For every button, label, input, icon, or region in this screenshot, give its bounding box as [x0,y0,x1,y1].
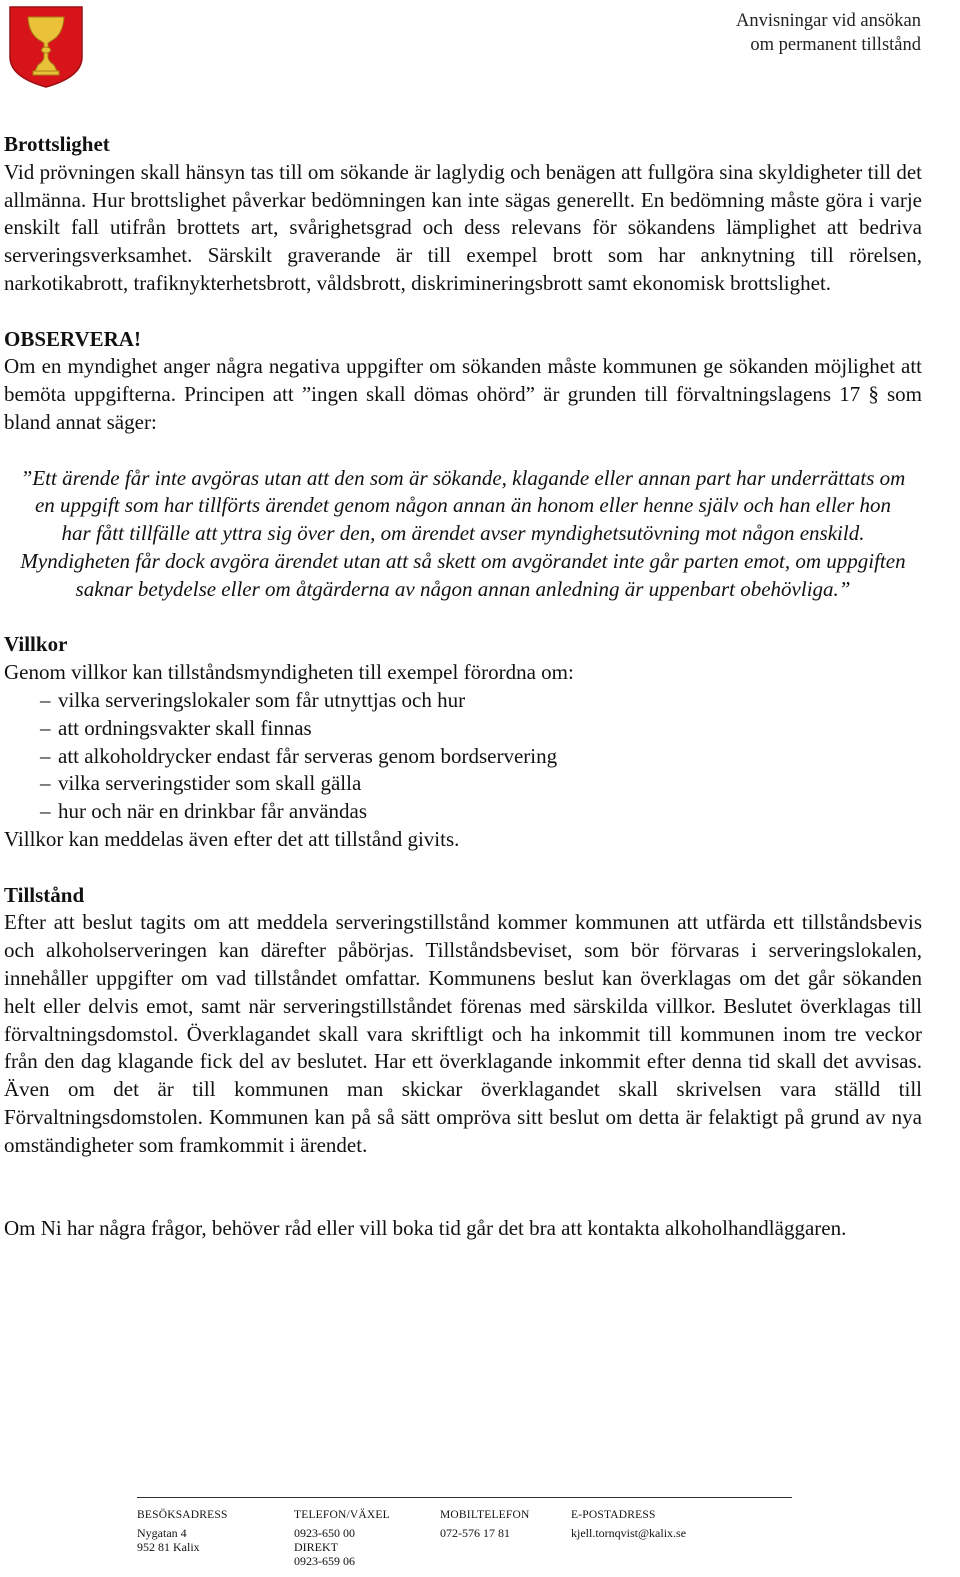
footer-label: TELEFON/VÄXEL [294,1509,390,1521]
section-text-observera: Om en myndighet anger några negativa uppgifter om sökanden måste kommunen ge sökanden möjlighet att bemöta uppgifterna. Principen att ”ingen skall dömas ohörd” är grunden till förvaltningslagens 17 § som bland annat säger: [4,354,922,434]
law-quote: ”Ett ärende får inte avgöras utan att den som är sökande, klagande eller annan part har underrättats om en uppgift som har tillförts ärendet genom någon annan än honom eller henne själv och han eller hon har fått tillfälle att yttra sig över den, om ärendet avser myndighetsutövning mot någon enskild. Myndigheten får dock avgöra ärendet utan att så skett om avgörandet inte går parten emot, om uppgiften saknar betydelse eller om åtgärderna av någon annan anledning är uppenbart obehövliga.” [20,465,906,601]
footer-email-link[interactable]: kjell.tornqvist@kalix.se [571,1526,687,1540]
section-heading-observera: OBSERVERA! [4,326,141,351]
footer-value: 952 81 Kalix [137,1540,200,1554]
document-title [736,9,921,57]
list-item: – att alkoholdrycker endast får serveras genom bordservering [40,743,922,771]
list-item: – hur och när en drinkbar får användas [40,798,922,826]
document-title-line-1: Anvisningar vid ansökan [736,11,921,31]
section-heading-tillstand: Tillstånd [4,882,85,907]
section-heading-villkor: Villkor [4,632,68,657]
list-item: – vilka serveringslokaler som får utnyttjas och hur [40,687,922,715]
conditions-list [4,687,922,826]
footer-phone [294,1508,390,1568]
closing-text: Om Ni har några frågor, behöver råd eller vill boka tid går det bra att kontakta alkoholhandläggaren. [4,1216,847,1241]
footer-value: 0923-650 00 [294,1526,355,1540]
list-item: – vilka serveringstider som skall gälla [40,770,922,798]
section-outro-villkor: Villkor kan meddelas även efter det att tillstånd givits. [4,826,460,851]
section-heading-brottslighet: Brottslighet [4,132,110,156]
municipal-coat-of-arms-logo [8,5,84,89]
document-title-line-2: om permanent tillstånd [750,35,921,55]
section-text-tillstand: Efter att beslut tagits om att meddela serveringstillstånd kommer kommunen att utfärda ett tillståndsbevis och alkoholserveringen kan därefter påbörjas. Tillståndsbeviset, som bör förvaras i serveringslokalen, innehåller uppgifter om vad tillståndet omfattar. Kommunens beslut kan överklagas om det går sökanden helt eller delvis emot, samt när serveringstillståndet förenas med särskilda villkor. Beslutet överklagas till förvaltningsdomstol. Överklagandet skall vara skriftligt och ha inkommit till kommunen inom tre veckor från den dag klagande fick del av beslutet. Har ett överklagande inkommit efter denna tid skall det avvisas. Även om det är till kommunen man skickar överklagandet skall skrivelsen vara ställd till Förvaltningsdomstolen. Kommunen kan på så sätt ompröva sitt beslut om detta är felaktigt på grund av nya omständigheter som framkommit i ärendet. [4,910,922,1157]
section-text-brottslighet: Vid prövningen skall hänsyn tas till om sökande är laglydig och benägen att fullgöra sina skyldigheter till det allmänna. Hur brottslighet påverkar bedömningen kan inte sägas generellt. En bedömning måste göra i varje enskilt fall utifrån brottets art, svårighetsgrad och dess relevans för sökandens lämplighet att bedriva serveringsverksamhet. Särskilt graverande är till exempel brott som har anknytning till rörelsen, narkotikabrott, trafiknykterhetsbrott, våldsbrott, diskrimineringsbrott samt ekonomisk brottslighet. [4,159,922,295]
footer-value: 072-576 17 81 [440,1526,510,1540]
footer-email [571,1508,686,1540]
footer-visit-address [137,1508,228,1554]
footer-value: DIREKT [294,1540,338,1554]
footer-mobile [440,1508,530,1540]
list-item: – att ordningsvakter skall finnas [40,715,922,743]
footer-value: 0923-659 06 [294,1554,355,1568]
footer-value: Nygatan 4 [137,1526,187,1540]
footer-label: MOBILTELEFON [440,1509,530,1521]
document-body [4,131,922,1243]
footer-label: BESÖKSADRESS [137,1509,228,1521]
footer-divider [137,1497,792,1498]
section-intro-villkor: Genom villkor kan tillståndsmyndigheten till exempel förordna om: [4,660,574,685]
footer-label: E-POSTADRESS [571,1509,656,1521]
